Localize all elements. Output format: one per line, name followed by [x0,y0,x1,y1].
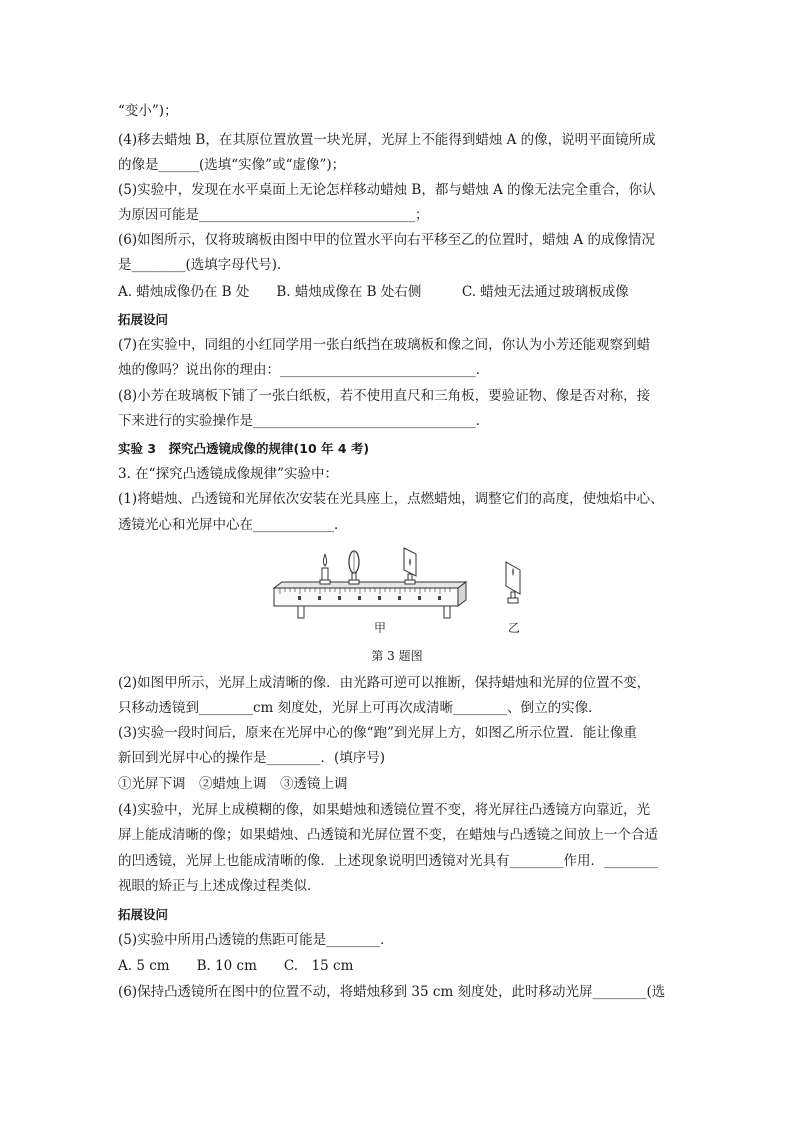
text-line: (4)实验中，光屏上成模糊的像，如果蜡烛和透镜位置不变，将光屏往凸透镜方向靠近，光 [118,802,651,818]
text-line: 屏上能成清晰的像；如果蜡烛、凸透镜和光屏位置不变，在蜡烛与凸透镜之间放上一个合适 [118,827,658,843]
light-screen [404,548,416,584]
text-line: (5)实验中所用凸透镜的焦距可能是________． [118,932,394,948]
text-line: 是________(选填字母代号)． [118,257,291,273]
figure-label-jia: 甲 [374,621,387,635]
figure-label-yi: 乙 [508,621,521,635]
answer-options: A. 蜡烛成像仍在 B 处 B. 蜡烛成像在 B 处右侧 C. 蜡烛无法通过玻璃板成像 [118,284,629,300]
text-line: (8)小芳在玻璃板下铺了一张白纸板，若不使用直尺和三角板，要验证物、像是否对称，接 [118,388,651,404]
optical-bench-figure [268,540,528,640]
text-line: 只移动透镜到________cm 刻度处，光屏上可再次成清晰________、倒立的实像． [118,700,602,716]
text-line: 下来进行的实验操作是_________________________________． [118,413,490,429]
text-line: 新回到光屏中心的操作是________．(填序号) [118,750,386,766]
text-line: (3)实验一段时间后，原来在光屏中心的像“跑”到光屏上方，如图乙所示位置．能让像重 [118,725,637,741]
text-line: (4)移去蜡烛 B，在其原位置放置一块光屏，光屏上不能得到蜡烛 A 的像，说明平面镜所成 [118,132,656,148]
convex-lens [349,551,359,584]
text-line: 透镜光心和光屏中心在____________． [118,517,348,533]
question-title: 3. 在“探究凸透镜成像规律”实验中： [118,466,338,482]
section-label: 拓展设问 [118,907,169,922]
candle [320,554,330,584]
text-line: (6)如图所示，仅将玻璃板由图中甲的位置水平向右平移至乙的位置时，蜡烛 A 的成像情况 [118,232,655,248]
answer-options: A. 5 cm B. 10 cm C. 15 cm [118,958,354,974]
light-screen-yi [506,562,520,603]
experiment-heading: 实验 3 探究凸透镜成像的规律(10 年 4 考) [118,441,370,456]
text-line: (6)保持凸透镜所在图中的位置不动，将蜡烛移到 35 cm 刻度处，此时移动光屏________(选 [118,984,666,1000]
answer-options: ①光屏下调 ②蜡烛上调 ③透镜上调 [118,776,348,792]
text-line: 视眼的矫正与上述成像过程类似． [118,878,321,894]
text-line: (2)如图甲所示，光屏上成清晰的像．由光路可逆可以推断，保持蜡烛和光屏的位置不变， [118,675,651,691]
text-line: “变小”)； [118,103,178,119]
text-line: 烛的像吗？说出你的理由：_____________________________． [118,362,490,378]
section-label: 拓展设问 [118,312,169,327]
optical-bench [274,582,466,618]
text-line: 为原因可能是________________________________； [118,207,429,223]
text-line: (7)在实验中，同组的小红同学用一张白纸挡在玻璃板和像之间，你认为小芳还能观察到蜡 [118,337,651,353]
text-line: (1)将蜡烛、凸透镜和光屏依次安装在光具座上，点燃蜡烛，调整它们的高度，使烛焰中心、 [118,491,664,507]
figure-caption: 第 3 题图 [371,649,423,663]
text-line: 的凹透镜，光屏上也能成清晰的像．上述现象说明凹透镜对光具有________作用．________ [118,853,658,869]
text-line: (5)实验中，发现在水平桌面上无论怎样移动蜡烛 B，都与蜡烛 A 的像无法完全重合，你认 [118,182,656,198]
text-line: 的像是______(选填“实像”或“虚像”)； [118,157,346,173]
